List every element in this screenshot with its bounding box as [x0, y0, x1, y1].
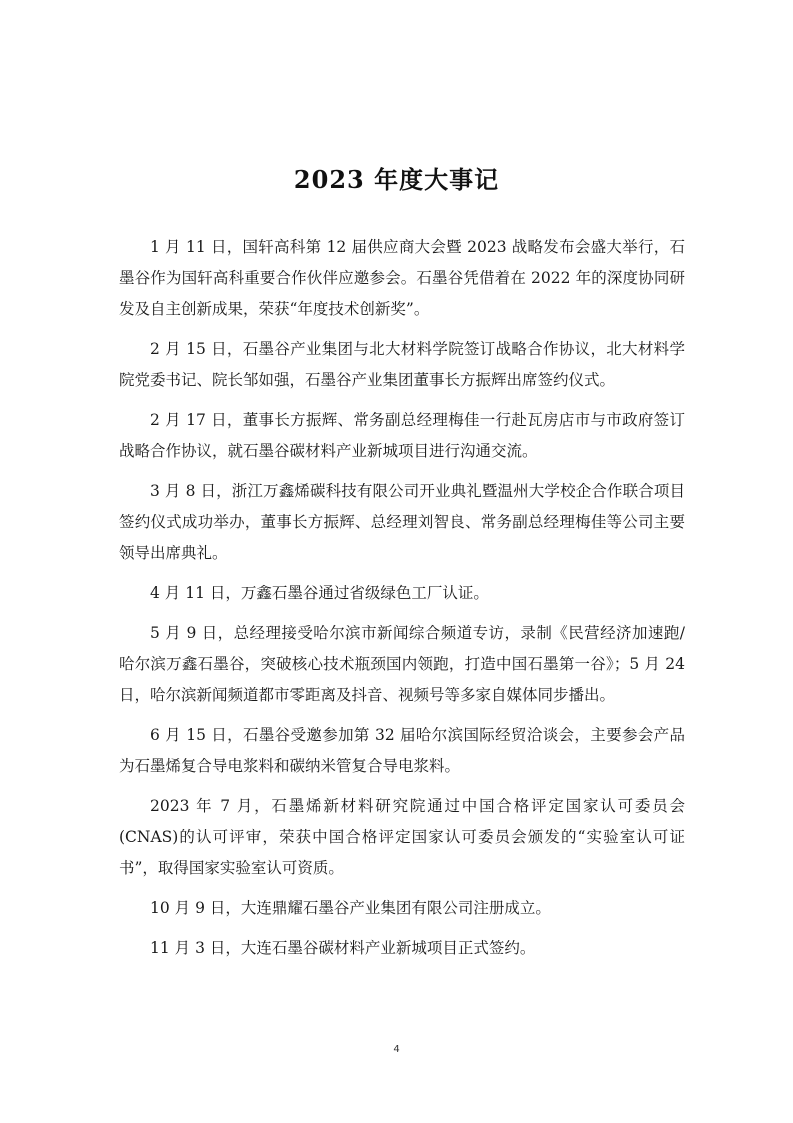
event-paragraph: 1 月 11 日，国轩高科第 12 届供应商大会暨 2023 战略发布会盛大举行，石墨谷作为国轩高科重要合作伙伴应邀参会。石墨谷凭借着在 2022 年的深度协同研发及自主创新成果，荣获“年度技术创新奖”。 [119, 238, 685, 318]
event-paragraph: 2023 年 7 月，石墨烯新材料研究院通过中国合格评定国家认可委员会(CNAS)的认可评审，荣获中国合格评定国家认可委员会颁发的“实验室认可证书”，取得国家实验室认可资质。 [119, 797, 685, 877]
event-paragraph: 11 月 3 日，大连石墨谷碳材料产业新城项目正式签约。 [150, 939, 536, 957]
event-paragraph: 5 月 9 日，总经理接受哈尔滨市新闻综合频道专访，录制《民营经济加速跑/哈尔滨万鑫石墨谷，突破核心技术瓶颈国内领跑，打造中国石墨第一谷》；5 月 24 日，哈尔滨新闻频道都市零距离及抖音、视频号等多家自媒体同步播出。 [119, 624, 685, 704]
event-paragraph: 10 月 9 日，大连鼎耀石墨谷产业集团有限公司注册成立。 [150, 899, 551, 917]
event-paragraph: 6 月 15 日，石墨谷受邀参加第 32 届哈尔滨国际经贸洽谈会，主要参会产品为石墨烯复合导电浆料和碳纳米管复合导电浆料。 [119, 726, 685, 775]
event-paragraph: 3 月 8 日，浙江万鑫烯碳科技有限公司开业典礼暨温州大学校企合作联合项目签约仪式成功举办，董事长方振辉、总经理刘智良、常务副总经理梅佳等公司主要领导出席典礼。 [119, 482, 685, 562]
event-paragraph: 4 月 11 日，万鑫石墨谷通过省级绿色工厂认证。 [150, 584, 489, 602]
page-title: 2023 年度大事记 [293, 165, 500, 194]
page-number: 4 [393, 1044, 400, 1055]
event-paragraph: 2 月 15 日，石墨谷产业集团与北大材料学院签订战略合作协议，北大材料学院党委书记、院长邹如强，石墨谷产业集团董事长方振辉出席签约仪式。 [119, 340, 685, 389]
event-paragraph: 2 月 17 日，董事长方振辉、常务副总经理梅佳一行赴瓦房店市与市政府签订战略合作协议，就石墨谷碳材料产业新城项目进行沟通交流。 [119, 411, 685, 460]
event-list [119, 232, 685, 973]
